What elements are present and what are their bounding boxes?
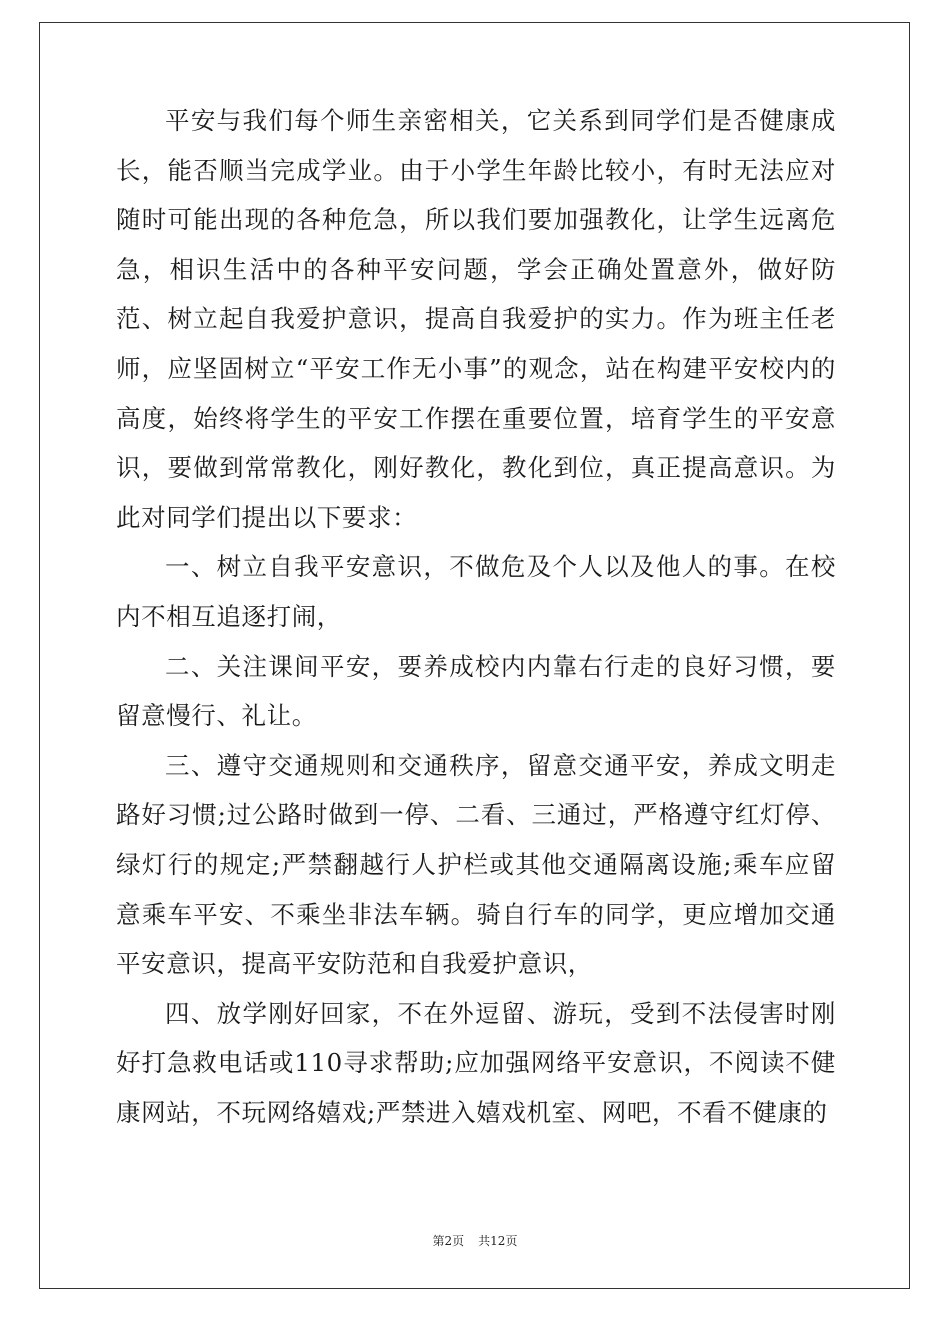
- paragraph-rule-2: 二、关注课间平安，要养成校内内靠右行走的良好习惯，要留意慢行、礼让。: [116, 651, 836, 731]
- document-body: [116, 96, 836, 1137]
- paragraph-rule-3: 三、遵守交通规则和交通秩序，留意交通平安，养成文明走路好习惯;过公路时做到一停、二看、三通过，严格遵守红灯停、绿灯行的规定;严禁翻越行人护栏或其他交通隔离设施;乘车应留意乘车平安、不乘坐非法车辆。骑自行车的同学，更应增加交通平安意识，提高平安防范和自我爱护意识，: [116, 750, 836, 979]
- paragraph-rule-1: 一、树立自我平安意识，不做危及个人以及他人的事。在校内不相互追逐打闹，: [116, 552, 836, 631]
- paragraph-rule-4: 四、放学刚好回家，不在外逗留、游玩，受到不法侵害时刚好打急救电话或110寻求帮助;应加强网络平安意识，不阅读不健康网站，不玩网络嬉戏;严禁进入嬉戏机室、网吧，不看不健康的: [116, 998, 836, 1127]
- total-pages: 共12页: [478, 1234, 518, 1248]
- paragraph-intro: 平安与我们每个师生亲密相关，它关系到同学们是否健康成长，能否顺当完成学业。由于小学生年龄比较小，有时无法应对随时可能出现的各种危急，所以我们要加强教化，让学生远离危急，相识生活中的各种平安问题，学会正确处置意外，做好防范、树立起自我爱护意识，提高自我爱护的实力。作为班主任老师，应坚固树立“平安工作无小事”的观念，站在构建平安校内的高度，始终将学生的平安工作摆在重要位置，培育学生的平安意识，要做到常常教化，刚好教化，教化到位，真正提高意识。为此对同学们提出以下要求：: [116, 106, 836, 532]
- page-footer: [0, 1232, 950, 1249]
- page-number: 第2页: [432, 1234, 465, 1248]
